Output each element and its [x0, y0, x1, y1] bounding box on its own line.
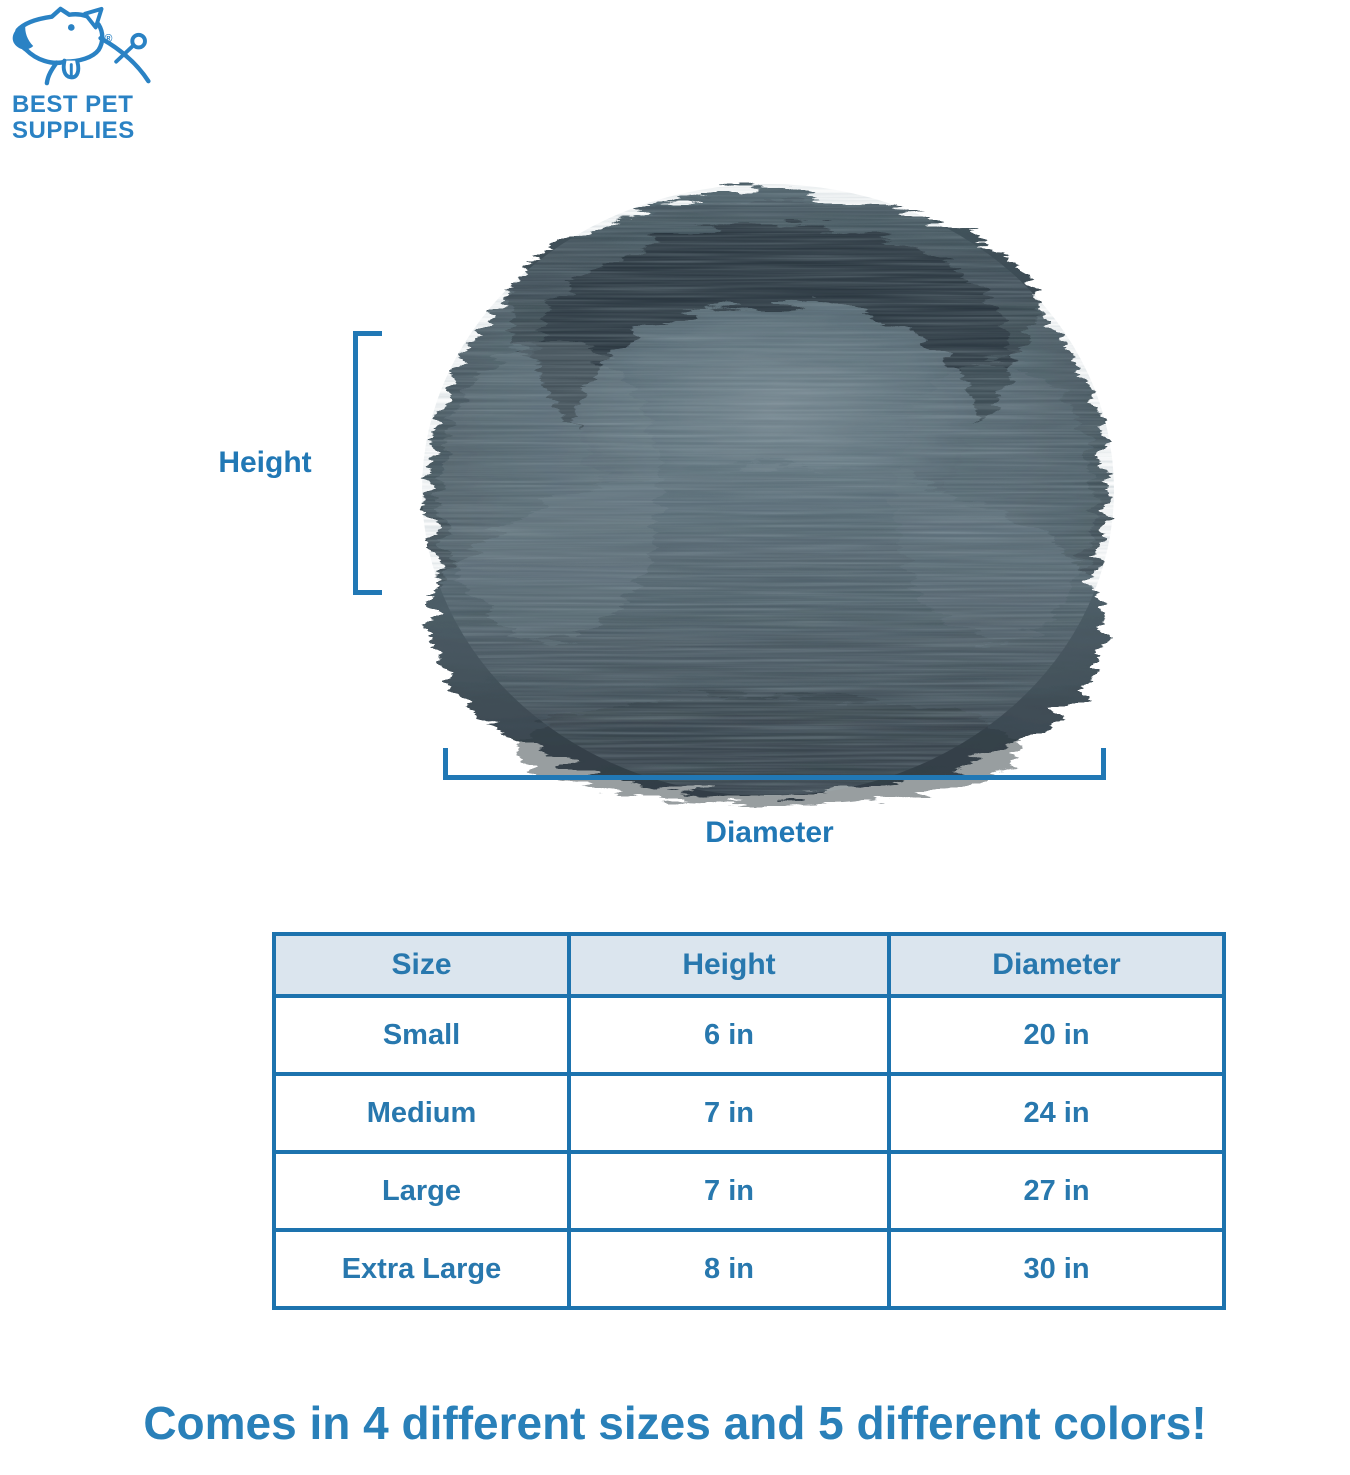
col-header-diameter: Diameter: [889, 934, 1224, 996]
diameter-label: Diameter: [705, 816, 834, 849]
cell-height: 6 in: [569, 996, 889, 1074]
table-row-medium: [274, 1074, 1224, 1152]
pet-bed-image: [400, 160, 1135, 810]
dog-logo-icon: [8, 5, 158, 87]
brand-name-line1: BEST PET: [12, 91, 134, 118]
dog-eye: [68, 24, 75, 31]
size-table: [272, 932, 1226, 1310]
cell-size: Small: [274, 996, 569, 1074]
table-row-extra-large: [274, 1230, 1224, 1308]
brand-name-line2: SUPPLIES: [12, 117, 135, 144]
height-bracket: [353, 331, 382, 595]
cell-height: 7 in: [569, 1074, 889, 1152]
cell-size: Large: [274, 1152, 569, 1230]
col-header-height: Height: [569, 934, 889, 996]
registered-mark: ®: [104, 33, 113, 46]
cell-diameter: 20 in: [889, 996, 1224, 1074]
col-header-size: Size: [274, 934, 569, 996]
table-row-large: [274, 1152, 1224, 1230]
brand-logo: [8, 5, 178, 144]
diameter-bracket: [443, 748, 1106, 780]
footer-headline: Comes in 4 different sizes and 5 different colors!: [143, 1397, 1207, 1449]
cell-diameter: 30 in: [889, 1230, 1224, 1308]
table-header-row: [274, 934, 1224, 996]
cell-size: Extra Large: [274, 1230, 569, 1308]
cell-height: 8 in: [569, 1230, 889, 1308]
cell-diameter: 24 in: [889, 1074, 1224, 1152]
cell-diameter: 27 in: [889, 1152, 1224, 1230]
cell-size: Medium: [274, 1074, 569, 1152]
table-row-small: [274, 996, 1224, 1074]
cell-height: 7 in: [569, 1152, 889, 1230]
height-label: Height: [218, 446, 312, 479]
size-table-container: [272, 932, 1226, 1310]
